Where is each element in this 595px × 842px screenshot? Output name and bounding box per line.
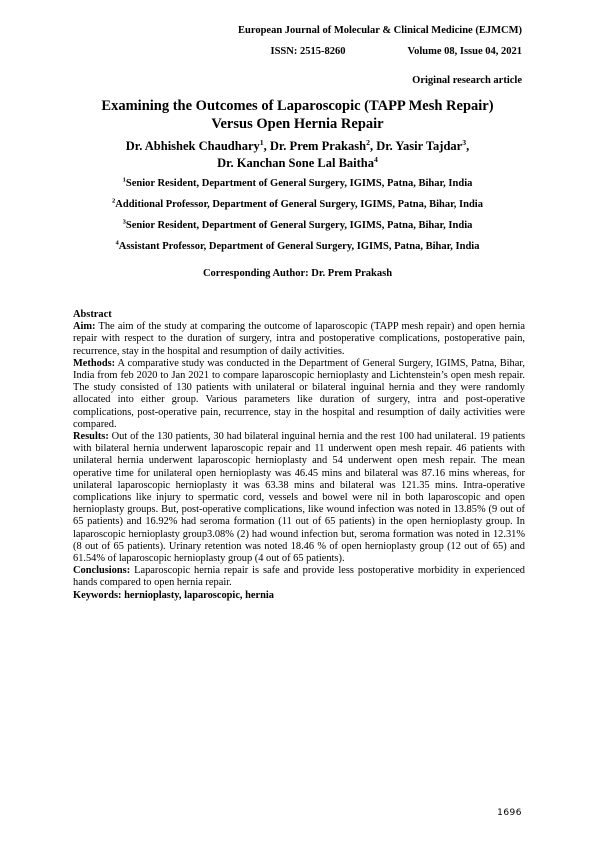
abstract-results bbox=[73, 431, 525, 565]
author-name: Dr. Prem Prakash bbox=[269, 139, 367, 153]
affiliation-item bbox=[60, 240, 535, 261]
article-type: Original research article bbox=[412, 75, 522, 86]
abstract-section bbox=[73, 309, 525, 602]
author-name: Dr. Kanchan Sone Lal Baitha bbox=[217, 156, 374, 170]
methods-text: A comparative study was conducted in the Department of General Surgery, IGIMS, Patna, Bihar, India from feb 2020 to Jan 2021 to compare laparoscopic hernioplasty and Lichtenstein’s open mesh repair. The study consisted of 130 patients with unilateral or bilateral inguinal hernia and they were randomly allocated into either group. Various parameters like duration of surgery, intra and post-operative complications, post-operative pain, recurrence, stay in the hospital and resumption of daily activities were compared. bbox=[73, 357, 525, 430]
affiliation-mark: 3 bbox=[122, 218, 126, 226]
paper-title bbox=[60, 97, 535, 133]
affiliation-text: Senior Resident, Department of General Surgery, IGIMS, Patna, Bihar, India bbox=[125, 220, 473, 231]
affiliation-item bbox=[60, 177, 535, 198]
affiliation-mark: 1 bbox=[122, 176, 126, 184]
author-affiliation-mark: 3 bbox=[462, 137, 467, 147]
results-label: Results: bbox=[73, 431, 109, 443]
journal-volume: Volume 08, Issue 04, 2021 bbox=[407, 46, 522, 57]
journal-name: European Journal of Molecular & Clinical Medicine (EJMCM) bbox=[238, 25, 522, 36]
aim-label: Aim: bbox=[73, 321, 96, 333]
keywords-label: Keywords: bbox=[73, 589, 122, 601]
abstract-conclusions bbox=[73, 565, 525, 589]
aim-text: The aim of the study at comparing the outcome of laparoscopic (TAPP mesh repair) and open hernia repair with respect to the duration of surgery, intra and postoperative complications, postoperative pain, recurrence, stay in the hospital and resumption of daily activities. bbox=[73, 321, 525, 357]
journal-meta bbox=[238, 41, 522, 62]
author-list bbox=[60, 138, 535, 172]
results-text: Out of the 130 patients, 30 had bilateral inguinal hernia and the rest 100 had unilateral. 19 patients with bilateral hernia underwent laparoscopic repair and 11 underwent open mesh repair. 46 patients with unilateral hernia underwent laparoscopic hernioplasty and 54 underwent open mesh repair. The mean operative time for unilateral open hernioplasty was 46.45 mins and bilateral was 87.16 mins whereas, for unilateral laparoscopic hernioplasty it was 63.38 mins and bilateral was 121.35 mins. Intra-operative complications like injury to spermatic cord, vessels and bowel were nil in both laparoscopic and open hernioplasty groups. But, post-operative complications, like wound infection was noted in 13.85% (9 out of 65 patients) and 16.92% had seroma formation (11 out of 65 patients) in the open hernioplasty group. In laparoscopic hernioplasty group3.08% (2) had wound infection but, seroma formation was noted in 12.31% (8 out of 65 patients). Urinary retention was noted 18.46 % of open hernioplasty group (12 out of 65) and 61.54% of laparoscopic hernioplasty group (4 out of 65 patients). bbox=[73, 431, 525, 565]
author-separator: , bbox=[369, 139, 377, 153]
author-separator: , bbox=[466, 139, 470, 153]
affiliation-list bbox=[60, 177, 535, 261]
affiliation-item bbox=[60, 198, 535, 219]
title-line-1: Examining the Outcomes of Laparoscopic (TAPP Mesh Repair) bbox=[101, 98, 494, 114]
affiliation-mark: 2 bbox=[112, 197, 116, 205]
author-affiliation-mark: 1 bbox=[259, 137, 264, 147]
conclusions-text: Laparoscopic hernia repair is safe and provide less postoperative morbidity in experienced hands compared to open hernia repair. bbox=[73, 565, 525, 589]
affiliation-text: Assistant Professor, Department of General Surgery, IGIMS, Patna, Bihar, India bbox=[118, 241, 480, 252]
journal-issn: ISSN: 2515-8260 bbox=[270, 46, 346, 57]
author-name: Dr. Yasir Tajdar bbox=[376, 139, 463, 153]
author-line-2 bbox=[60, 155, 535, 172]
affiliation-text: Senior Resident, Department of General Surgery, IGIMS, Patna, Bihar, India bbox=[125, 178, 473, 189]
author-separator: , bbox=[263, 139, 270, 153]
keywords-text: hernioplasty, laparoscopic, hernia bbox=[121, 589, 274, 601]
affiliation-text: Additional Professor, Department of General Surgery, IGIMS, Patna, Bihar, India bbox=[115, 199, 483, 210]
author-affiliation-mark: 2 bbox=[366, 137, 370, 147]
methods-label: Methods: bbox=[73, 357, 116, 369]
abstract-keywords bbox=[73, 590, 525, 602]
author-name: Dr. Abhishek Chaudhary bbox=[125, 139, 260, 153]
affiliation-item bbox=[60, 219, 535, 240]
title-line-2: Versus Open Hernia Repair bbox=[211, 116, 384, 132]
author-affiliation-mark: 4 bbox=[374, 154, 378, 164]
author-line-1 bbox=[60, 138, 535, 155]
journal-header bbox=[238, 20, 522, 62]
affiliation-mark: 4 bbox=[115, 239, 119, 247]
corresponding-author: Corresponding Author: Dr. Prem Prakash bbox=[202, 268, 393, 279]
abstract-heading: Abstract bbox=[73, 309, 112, 320]
page-number: 1696 bbox=[497, 808, 522, 818]
abstract-aim bbox=[73, 321, 525, 358]
abstract-methods bbox=[73, 358, 525, 431]
conclusions-label: Conclusions: bbox=[73, 565, 131, 577]
